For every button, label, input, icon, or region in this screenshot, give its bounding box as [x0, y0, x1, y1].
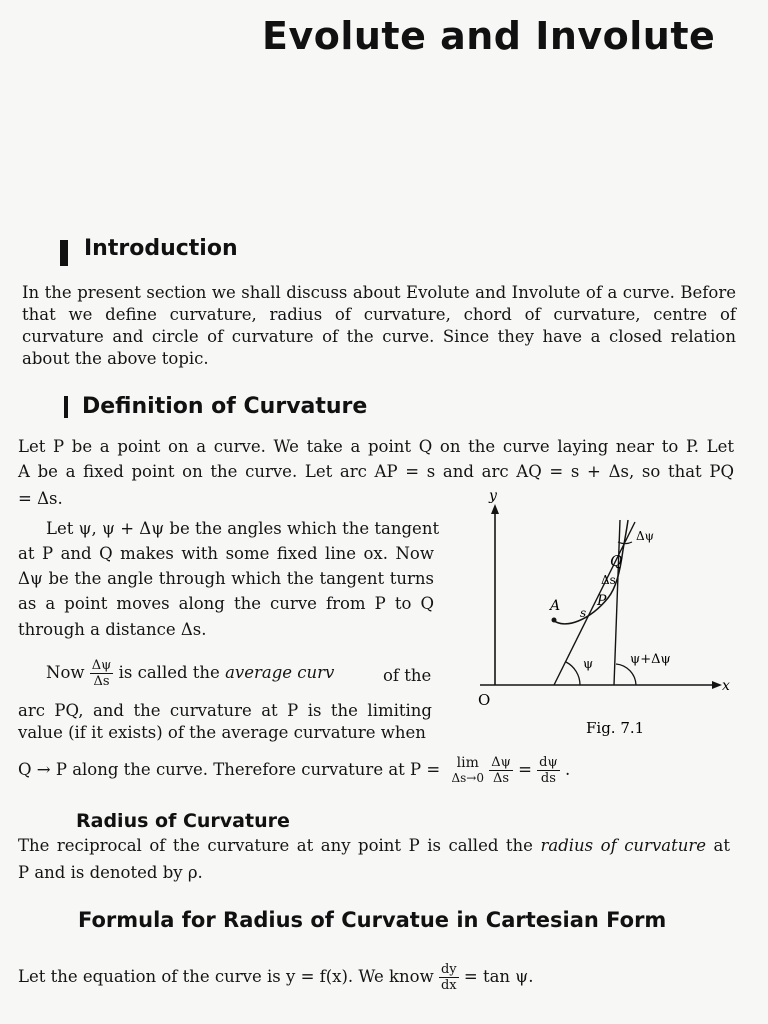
frac-numerator: dψ — [539, 755, 558, 770]
frac-numerator: dy — [440, 962, 457, 977]
end-period: . — [564, 760, 571, 779]
section-marker — [64, 396, 68, 418]
radius-line-2: P and is denoted by ρ. — [18, 863, 203, 882]
point-a — [552, 618, 557, 623]
frac-denominator: ds — [540, 771, 556, 786]
psi-label: ψ — [583, 657, 594, 672]
formula-text-pre: Let the equation of the curve is y = f(x). We know — [18, 967, 434, 986]
q-label: Q — [610, 552, 623, 570]
formula-text-post: = tan ψ. — [463, 967, 534, 986]
intro-line-2: that we define curvature, radius of curvature, chord of curvature, centre of — [22, 305, 736, 324]
page-title: Evolute and Involute — [262, 14, 716, 58]
section-marker — [60, 240, 68, 266]
radius-heading: Radius of Curvature — [76, 810, 290, 832]
curvature-figure — [440, 480, 740, 740]
tangent-at-p — [554, 522, 635, 685]
definition-line-3: = Δs. — [18, 489, 63, 508]
of-the-text: of the — [383, 666, 432, 685]
delta-psi-over-delta-s — [90, 658, 114, 689]
radius-text-pre: The reciprocal of the curvature at any point P is called the — [18, 836, 533, 855]
radius-text-post: at — [713, 836, 731, 855]
definition-col-1: Let ψ, ψ + Δψ be the angles which the tangent — [46, 519, 440, 538]
introduction-heading: Introduction — [84, 236, 238, 261]
limit-operator — [451, 756, 484, 786]
definition-line-2: A be a fixed point on the curve. Let arc AP = s and arc AQ = s + Δs, so that PQ — [18, 462, 734, 481]
equals-sign: = — [518, 760, 532, 779]
a-label: A — [550, 598, 561, 614]
limit-fraction — [489, 755, 513, 786]
derivative-fraction — [537, 755, 560, 786]
definition-col-3: Δψ be the angle through which the tangent turns — [18, 569, 434, 588]
delta-psi-label: Δψ — [636, 529, 655, 543]
definition-col2-2: value (if it exists) of the average curvature when — [18, 723, 426, 742]
lim-subscript: Δs→0 — [451, 770, 484, 785]
definition-col-4: as a point moves along the curve from P to Q — [18, 594, 434, 613]
curvature-limit-line — [18, 755, 570, 786]
average-curvature-line — [46, 658, 436, 689]
now-label: Now — [46, 663, 85, 682]
angle-psi-arc — [566, 662, 580, 685]
frac-denominator: dx — [440, 978, 457, 993]
x-axis-label: x — [722, 678, 730, 694]
definition-line-1: Let P be a point on a curve. We take a point Q on the curve laying near to P. Let — [18, 437, 734, 456]
formula-line — [18, 962, 533, 993]
lim-word: lim — [456, 754, 479, 771]
y-axis-label: y — [489, 488, 497, 504]
frac-denominator: Δs — [93, 674, 110, 689]
intro-line-3: curvature and circle of curvature of the curve. Since they have a closed relation — [22, 327, 736, 346]
psi-plus-delta-psi-label: ψ+Δψ — [630, 652, 671, 667]
intro-line-4: about the above topic. — [22, 349, 209, 368]
radius-of-curvature-term: radius of curvature — [540, 836, 707, 855]
figure-caption: Fig. 7.1 — [586, 719, 645, 737]
intro-line-1: In the present section we shall discuss about Evolute and Involute of a curve. Before — [22, 283, 736, 302]
average-curvature-term: average curv — [225, 663, 335, 682]
dy-dx-fraction — [439, 962, 459, 993]
delta-s-label: Δs — [601, 573, 616, 587]
origin-label: O — [478, 691, 491, 709]
s-label: s — [580, 606, 587, 620]
definition-heading: Definition of Curvature — [82, 394, 368, 419]
x-axis-arrow — [712, 681, 722, 689]
frac-numerator: Δψ — [91, 658, 112, 673]
formula-heading: Formula for Radius of Curvatue in Cartesian Form — [78, 908, 667, 932]
definition-col2-1: arc PQ, and the curvature at P is the limiting — [18, 701, 432, 720]
frac-denominator: Δs — [493, 771, 510, 786]
definition-col-2: at P and Q makes with some fixed line ox. Now — [18, 544, 434, 563]
called-text: is called the — [118, 663, 220, 682]
angle-psi-delta-arc — [616, 664, 636, 685]
p-label: P — [597, 593, 607, 609]
frac-numerator: Δψ — [491, 755, 511, 770]
y-axis-arrow — [491, 504, 499, 514]
definition-col-5: through a distance Δs. — [18, 620, 207, 639]
tangent-at-q — [614, 520, 620, 685]
conclusion-text: Q → P along the curve. Therefore curvature at P = — [18, 760, 441, 779]
radius-line-1 — [18, 836, 730, 855]
